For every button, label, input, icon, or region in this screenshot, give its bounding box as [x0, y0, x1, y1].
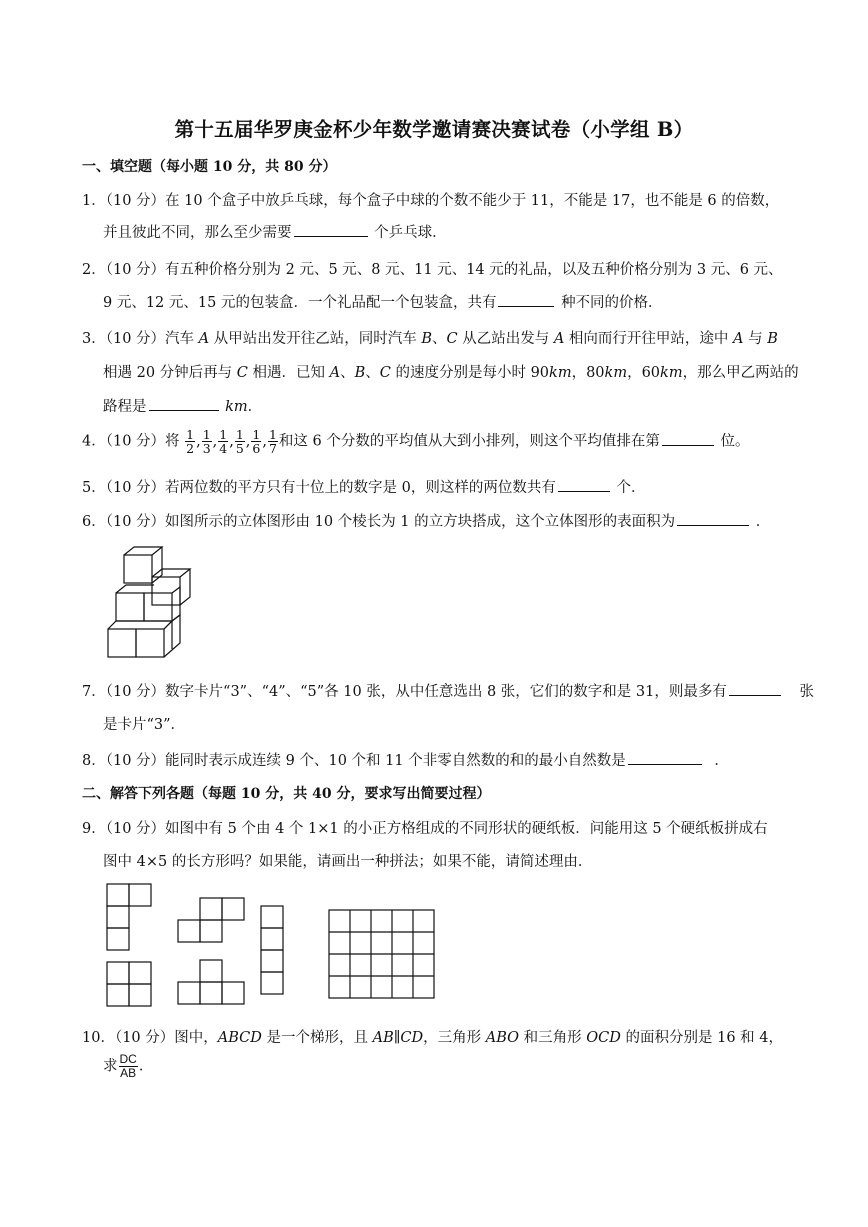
question-5-line: 5．（10 分）若两位数的平方只有十位上的数字是 0，则这样的两位数共有 个． [82, 476, 645, 497]
question-6-line: 6．（10 分）如图所示的立体图形由 10 个棱长为 1 的立方块搭成，这个立体图形的表面积为 ． [82, 510, 770, 531]
fraction-1-7: $\frac{1}{7}$ [268, 427, 277, 456]
tetromino-s-shape [176, 896, 246, 944]
question-2-line-1: 2．（10 分）有五种价格分别为 2 元、5 元、8 元、11 元、14 元的礼品，以及五种价格分别为 3 元、6 元、 [82, 262, 783, 278]
tetromino-i-shape [259, 904, 287, 996]
question-3-line-3: 路程是 km． [103, 395, 262, 416]
section-heading-solve: 二、解答下列各题（每题 10 分，共 40 分，要求写出简要过程） [82, 786, 491, 802]
answer-blank-6[interactable] [677, 511, 749, 526]
answer-blank-5[interactable] [558, 477, 610, 492]
fraction-1-5: $\frac{1}{5}$ [235, 427, 244, 456]
question-7-line-1: 7．（10 分）数字卡片“3”、“4”、“5”各 10 张，从中任意选出 8 张，它们的数字和是 31，则最多有 张 [82, 680, 814, 701]
cube-stack-figure [100, 545, 195, 663]
section-heading-fill-in: 一、填空题（每小题 10 分，共 80 分） [82, 159, 337, 175]
fraction-1-3: $\frac{1}{3}$ [202, 427, 211, 456]
question-9-line-2: 图中 4×5 的长方形吗？如果能，请画出一种拼法；如果不能，请简述理由． [103, 854, 593, 870]
question-3-line-1: 3．（10 分）汽车 A 从甲站出发开往乙站，同时汽车 B、C 从乙站出发与 A 相向而行开往甲站，途中 A 与 B [82, 331, 778, 347]
answer-blank-1[interactable] [294, 222, 368, 237]
tetromino-o-shape [105, 960, 155, 1008]
fraction-1-6: $\frac{1}{6}$ [252, 427, 261, 456]
question-8-line: 8．（10 分）能同时表示成连续 9 个、10 个和 11 个非零自然数的和的最小自然数是 ． [82, 749, 729, 770]
question-9-line-1: 9．（10 分）如图中有 5 个由 4 个 1×1 的小正方格组成的不同形状的硬纸板．问能用这 5 个硬纸板拼成右 [82, 821, 768, 837]
rectangle-4x5-grid [327, 908, 435, 1000]
question-2-line-2: 9 元、12 元、15 元的包装盒．一个礼品配一个包装盒，共有 种不同的价格． [103, 291, 663, 312]
tetromino-t-shape [176, 958, 246, 1006]
answer-blank-3[interactable] [149, 396, 219, 411]
question-1-line-1: 1．（10 分）在 10 个盒子中放乒乓球，每个盒子中球的个数不能少于 11，不能是 17，也不能是 6 的倍数， [82, 193, 780, 209]
question-4-line: 4．（10 分）将 $\frac{1}{2}$ , $\frac{1}{3}$ , $\frac{1}{4}$ , $\frac{1}{5}$ , $\frac{1}{6}$ , $\frac{1}{7}$ 和这 6 个分数的平均值从大到小排列，则这个平均值排在第 位。 [82, 427, 750, 456]
answer-blank-4[interactable] [662, 431, 714, 446]
question-7-line-2: 是卡片“3”． [103, 717, 186, 733]
page-title: 第十五届华罗庚金杯少年数学邀请赛决赛试卷（小学组 B） [174, 118, 694, 141]
answer-blank-8[interactable] [628, 750, 702, 765]
tetromino-l-shape [105, 882, 155, 952]
fraction-1-2: $\frac{1}{2}$ [186, 427, 195, 456]
fraction-1-4: $\frac{1}{4}$ [219, 427, 228, 456]
question-10-line-2: 求 $\frac{DC}{AB}$ ． [103, 1052, 154, 1080]
answer-blank-7[interactable] [729, 681, 781, 696]
answer-blank-2[interactable] [498, 292, 554, 307]
question-1-line-2: 并且彼此不同，那么至少需要 个乒乓球． [103, 221, 447, 242]
question-3-line-2: 相遇 20 分钟后再与 C 相遇．已知 A、B、C 的速度分别是每小时 90km，80km，60km，那么甲乙两站的 [103, 365, 799, 381]
fraction-dc-ab: $\frac{DC}{AB}$ [119, 1052, 137, 1080]
question-10-line-1: 10．（10 分）图中，ABCD 是一个梯形，且 AB∥CD，三角形 ABO 和三角形 OCD 的面积分别是 16 和 4， [82, 1030, 784, 1046]
